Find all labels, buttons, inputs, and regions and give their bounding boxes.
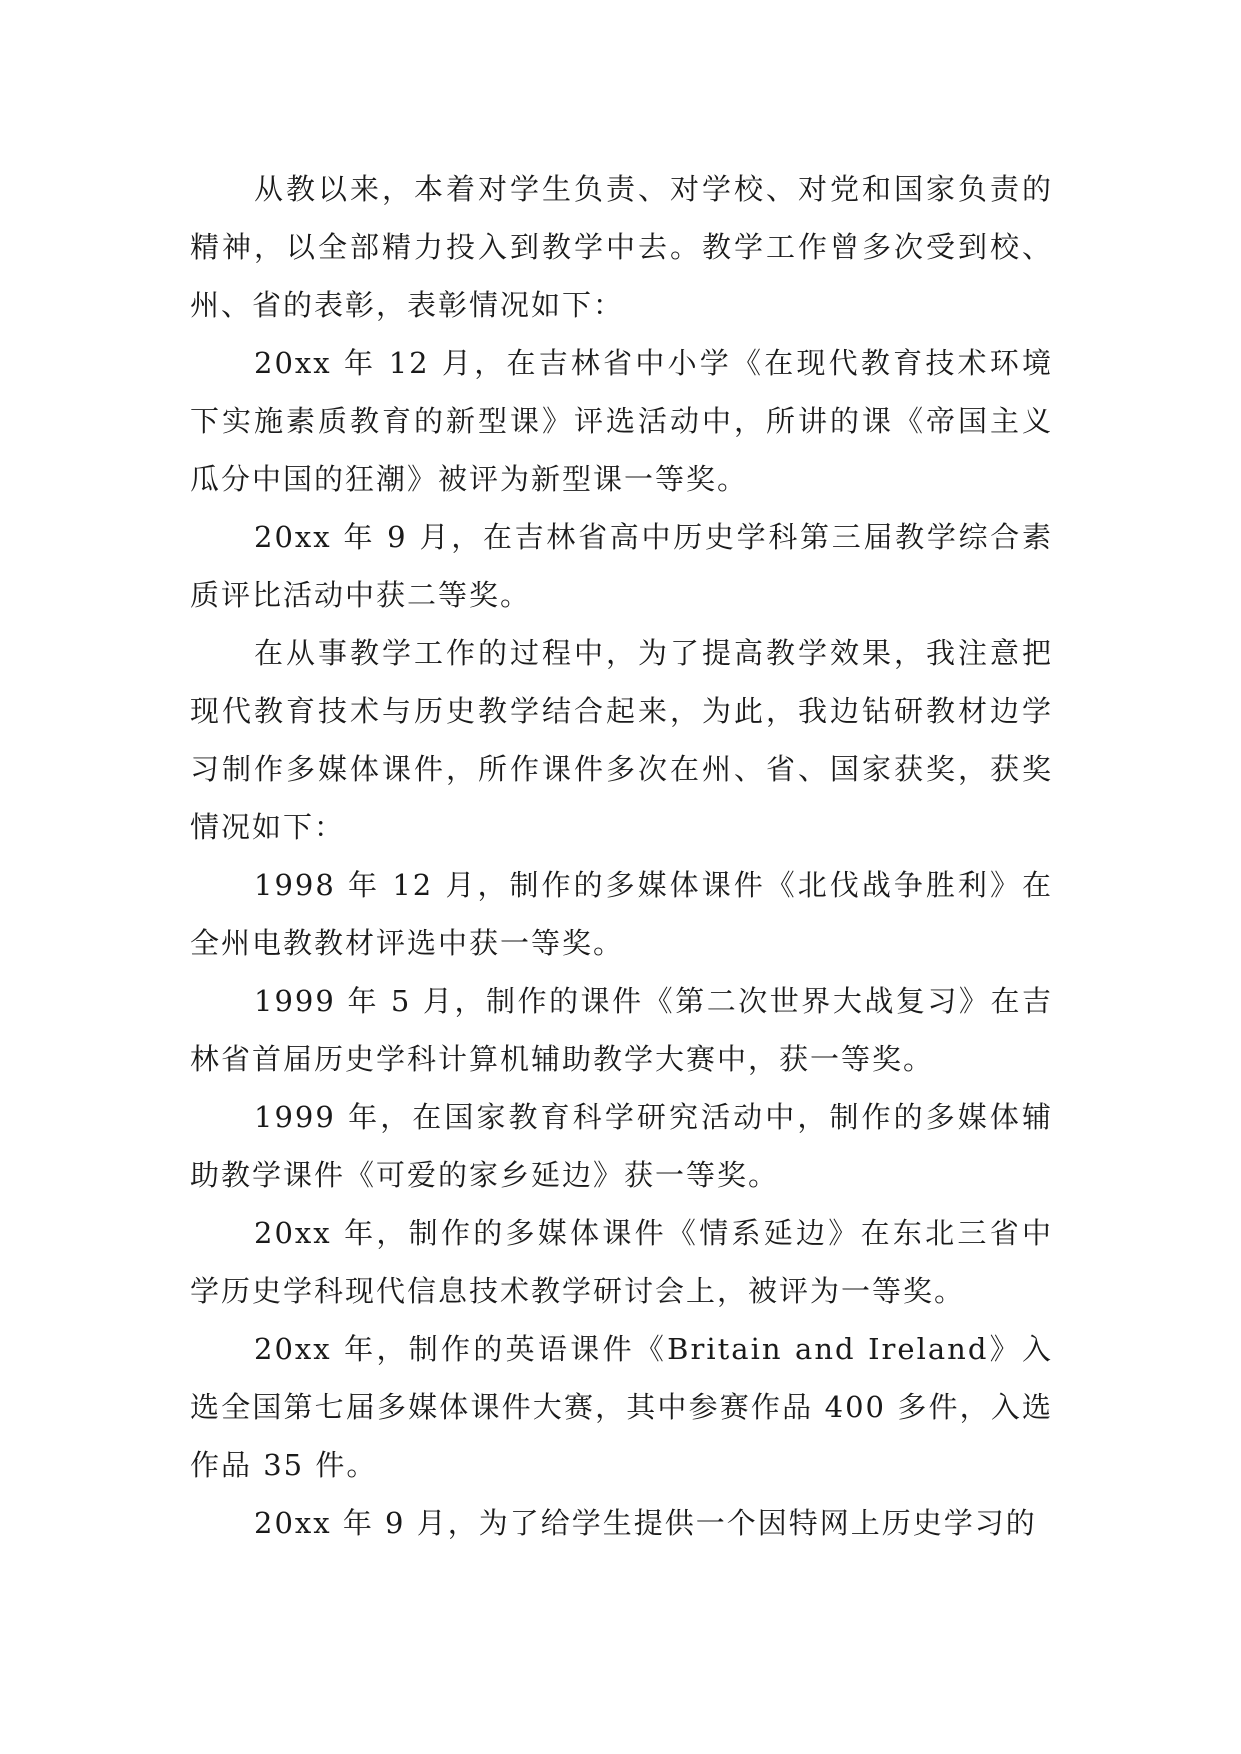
- paragraph-award-1999-national: 1999 年，在国家教育科学研究活动中，制作的多媒体辅助教学课件《可爱的家乡延边》获一等奖。: [190, 1100, 1053, 1192]
- paragraph-intro: 从教以来，本着对学生负责、对学校、对党和国家负责的精神，以全部精力投入到教学中去。教学工作曾多次受到校、州、省的表彰，表彰情况如下：: [190, 172, 1053, 322]
- paragraph-award-1998: 1998 年 12 月，制作的多媒体课件《北伐战争胜利》在全州电教教材评选中获一等奖。: [190, 868, 1053, 960]
- paragraph-award-new-lesson: 20xx 年 12 月，在吉林省中小学《在现代教育技术环境下实施素质教育的新型课》评选活动中，所讲的课《帝国主义瓜分中国的狂潮》被评为新型课一等奖。: [190, 346, 1053, 496]
- paragraph-award-teaching-quality: 20xx 年 9 月，在吉林省高中历史学科第三届教学综合素质评比活动中获二等奖。: [190, 520, 1053, 612]
- document-body: [190, 160, 1053, 1552]
- paragraph-website: 20xx 年 9 月，为了给学生提供一个因特网上历史学习的: [254, 1506, 1037, 1540]
- paragraph-award-english: 20xx 年，制作的英语课件《Britain and Ireland》入选全国第七届多媒体课件大赛，其中参赛作品 400 多件，入选作品 35 件。: [190, 1332, 1053, 1482]
- paragraph-award-1999-may: 1999 年 5 月，制作的课件《第二次世界大战复习》在吉林省首届历史学科计算机辅助教学大赛中，获一等奖。: [190, 984, 1053, 1076]
- paragraph-award-yanbian: 20xx 年，制作的多媒体课件《情系延边》在东北三省中学历史学科现代信息技术教学研讨会上，被评为一等奖。: [190, 1216, 1053, 1308]
- paragraph-multimedia-intro: 在从事教学工作的过程中，为了提高教学效果，我注意把现代教育技术与历史教学结合起来，为此，我边钻研教材边学习制作多媒体课件，所作课件多次在州、省、国家获奖，获奖情况如下：: [190, 636, 1053, 844]
